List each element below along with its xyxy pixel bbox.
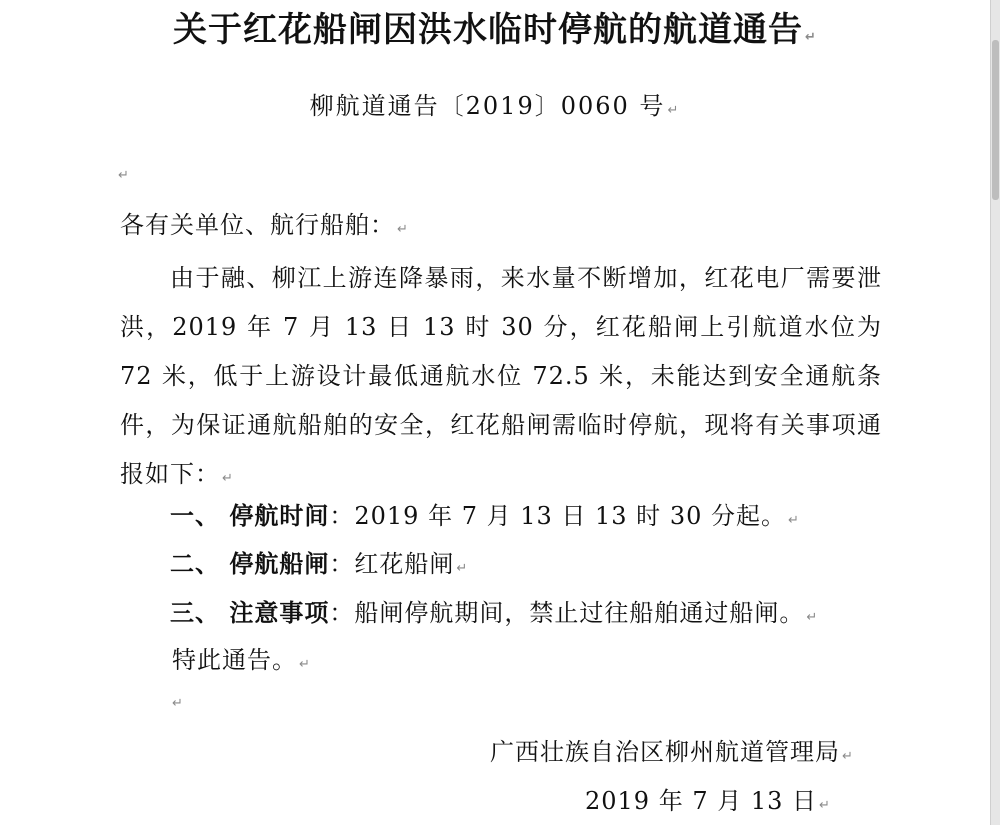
document-title [0, 2, 990, 51]
closing [172, 640, 311, 675]
paragraph-mark-icon: ↵ [806, 610, 819, 625]
item-text: ：船闸停航期间，禁止过往船舶通过船闸。 [329, 599, 805, 627]
notice-item-3 [170, 593, 818, 628]
title-text: 关于红花船闸因洪水临时停航的航道通告 [173, 10, 804, 50]
paragraph-mark-icon: ↵ [805, 30, 817, 45]
closing-text: 特此通告。 [172, 646, 297, 674]
issuer-text: 广西壮族自治区柳州航道管理局 [490, 738, 840, 766]
salutation-text: 各有关单位、航行船舶： [120, 211, 395, 239]
paragraph-mark-icon: ↵ [172, 696, 183, 711]
item-text: ：2019 年 7 月 13 日 13 时 30 分起。 [329, 502, 786, 530]
item-label: 二、 停航船闸 [170, 549, 330, 578]
paragraph-mark-icon: ↵ [667, 103, 681, 118]
paragraph-mark-icon: ↵ [819, 798, 831, 813]
date-text: 2019 年 7 月 13 日 [585, 787, 818, 815]
paragraph-mark-icon: ↵ [118, 168, 129, 183]
empty-line [170, 692, 183, 711]
paragraph-mark-icon: ↵ [787, 513, 800, 528]
issue-date [585, 781, 831, 816]
body-text: 由于融、柳江上游连降暴雨，来水量不断增加，红花电厂需要泄洪，2019 年 7 月 13 日 13 时 30 分，红花船闸上引航道水位为 72 米，低于上游设计最低通航水位 72.5 米，未能达到安全通航条件，为保证通航船舶的安全，红花船闸需临时停航，现将有关事项通报如下： [120, 264, 882, 488]
paragraph-mark-icon: ↵ [842, 749, 854, 764]
notice-item-1 [170, 496, 800, 531]
paragraph-mark-icon: ↵ [456, 561, 469, 576]
item-text: ：红花船闸 [329, 550, 455, 578]
item-label: 三、 注意事项 [170, 598, 330, 627]
item-label: 一、 停航时间 [170, 501, 330, 530]
empty-line [116, 164, 129, 183]
body-paragraph [120, 254, 882, 503]
issuer [490, 732, 854, 767]
paragraph-mark-icon: ↵ [397, 222, 409, 237]
notice-item-2 [170, 544, 468, 579]
document-number [0, 86, 990, 121]
paragraph-mark-icon: ↵ [299, 657, 311, 672]
paragraph-mark-icon: ↵ [222, 471, 234, 486]
salutation [120, 205, 409, 240]
scrollbar-thumb[interactable] [992, 40, 999, 200]
vertical-scrollbar[interactable] [990, 0, 1000, 825]
doc-number-text: 柳航道通告〔2019〕0060 号 [309, 92, 666, 120]
